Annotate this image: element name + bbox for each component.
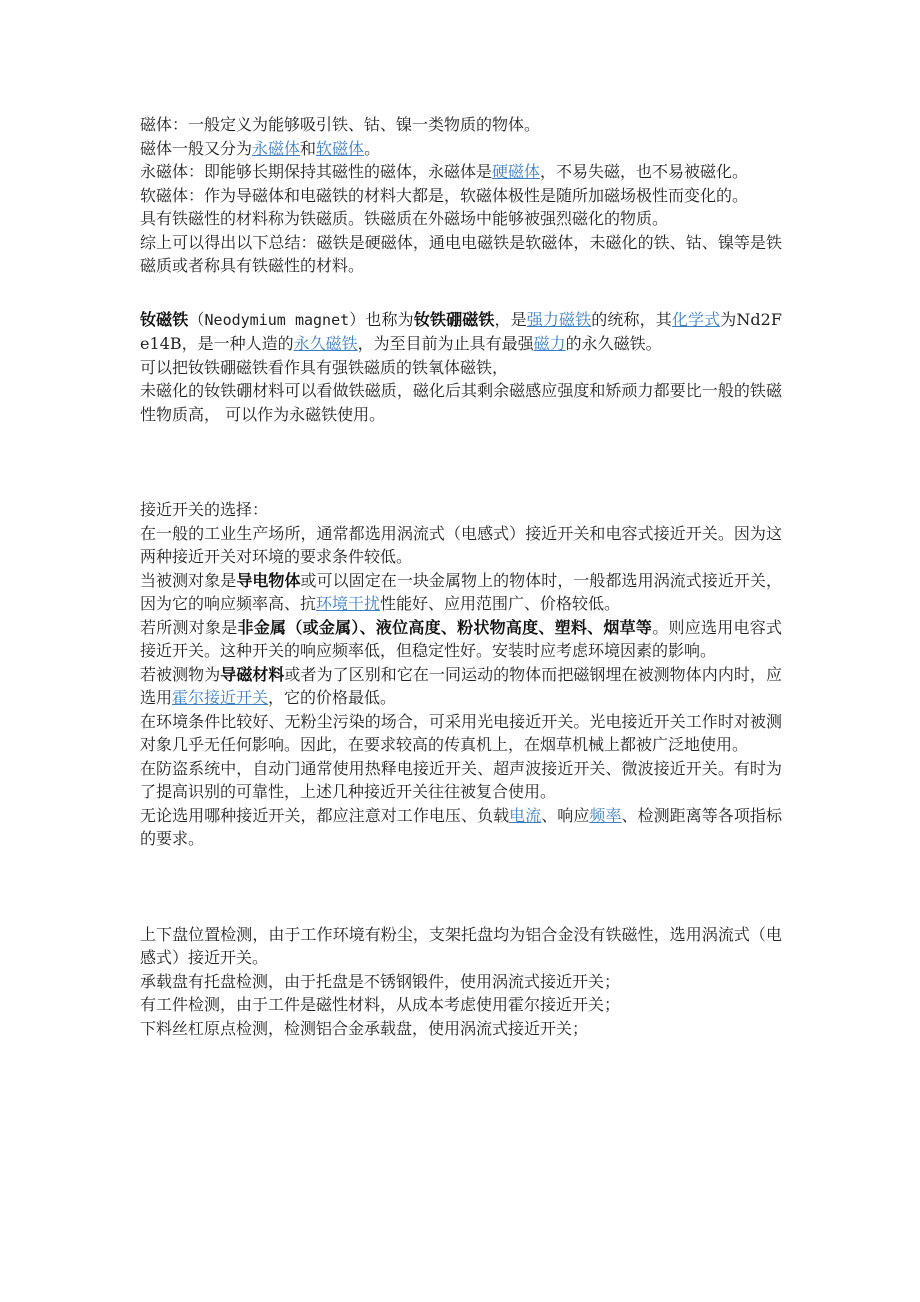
summary: 综上可以得出以下总结：磁铁是硬磁体，通电电磁铁是软磁体，未磁化的铁、钴、镍等是铁磁质或者称具有铁磁性的材料。 (140, 232, 782, 275)
link-soft-magnet[interactable]: 软磁体 (316, 138, 365, 158)
magnet-types (140, 137, 782, 161)
link-magnetic-force[interactable]: 磁力 (533, 334, 566, 353)
text-span: 当被测对象是 (140, 570, 237, 590)
text-span: 的永久磁铁。 (565, 334, 662, 353)
proximity-antitheft: 在防盗系统中，自动门通常使用热释电接近开关、超声波接近开关、微波接近开关。有时为了提高识别的可靠性，上述几种接近开关往往被复合使用。 (140, 758, 782, 801)
link-hard-magnet[interactable]: 硬磁体 (492, 162, 541, 181)
proximity-magnetic (140, 663, 782, 710)
application-origin-detect: 下料丝杠原点检测，检测铝合金承载盘，使用涡流式接近开关； (140, 1018, 589, 1038)
magnet-definition-section (140, 113, 782, 278)
text-span: 性能好、应用范围广、价格较低。 (380, 594, 621, 613)
proximity-nonmetal (140, 616, 782, 663)
document-body (140, 113, 782, 1040)
text-span: 、检测距离等各项指标的要求。 (140, 805, 782, 848)
text-span: 。 (364, 138, 381, 158)
text-span: 。则应选用电容式接近开关。这种开关的响应频率低，但稳定性好。安装时应考虑环境因素的影响。 (140, 617, 782, 660)
proximity-conductive (140, 569, 782, 616)
neodymium-ferrite: 可以把钕铁硼磁铁看作具有强铁磁质的铁氧体磁铁， (140, 357, 509, 377)
neodymium-desc (140, 308, 782, 356)
text-span: 为Nd2Fe14B，是一种人造的 (140, 309, 782, 353)
text-span: 若所测对象是 (140, 617, 238, 637)
text-span: 或可以固定在一块金属物上的物体时，一般都选用涡流式接近开关，因为它的响应频率高、抗 (140, 570, 782, 613)
link-current[interactable]: 电流 (509, 805, 542, 825)
soft-magnet-desc: 软磁体：作为导磁体和电磁铁的材料大都是，软磁体极性是随所加磁场极性而变化的。 (140, 185, 749, 205)
magnet-definition: 磁体：一般定义为能够吸引铁、钴、镍一类物质的物体。 (140, 115, 541, 134)
link-permanent-magnet-2[interactable]: 永久磁铁 (293, 334, 358, 353)
text-span: ，不易失磁，也不易被磁化。 (540, 162, 749, 181)
bold-term: 钕铁硼磁铁 (413, 309, 495, 329)
application-tray-detect: 承载盘有托盘检测，由于托盘是不锈钢锻件，使用涡流式接近开关； (140, 971, 621, 991)
link-frequency[interactable]: 频率 (589, 805, 622, 825)
text-span: 磁体一般又分为 (140, 138, 253, 158)
text-span: 永磁体：即能够长期保持其磁性的磁体，永磁体是 (140, 162, 493, 181)
link-environment-interference[interactable]: 环境干扰 (316, 594, 381, 613)
application-workpiece-detect: 有工件检测，由于工件是磁性材料，从成本考虑使用霍尔接近开关； (140, 995, 621, 1014)
application-section (140, 923, 782, 1041)
proximity-switch-section (140, 498, 782, 851)
bold-term: 导磁材料 (220, 664, 285, 684)
english-term: Neodymium magnet (204, 310, 350, 329)
bold-term: 钕磁铁 (140, 309, 189, 329)
application-tray-position: 上下盘位置检测，由于工作环境有粉尘，支架托盘均为铝合金没有铁磁性，选用涡流式（电感式）接近开关。 (140, 924, 782, 967)
proximity-heading: 接近开关的选择： (140, 500, 269, 519)
link-strong-magnet[interactable]: 强力磁铁 (526, 309, 592, 329)
bold-term: 导电物体 (236, 570, 301, 590)
neodymium-unmagnetized: 未磁化的钕铁硼材料可以看做铁磁质，磁化后其剩余磁感应强度和矫顽力都要比一般的铁磁性物质高， 可以作为永磁铁使用。 (140, 381, 782, 424)
link-hall-switch[interactable]: 霍尔接近开关 (172, 688, 269, 707)
proximity-photoelectric: 在环境条件比较好、无粉尘污染的场合，可采用光电接近开关。光电接近开关工作时对被测对象几乎无任何影响。因此，在要求较高的传真机上，在烟草机械上都被广泛地使用。 (140, 711, 782, 754)
text-span: ，是 (494, 309, 527, 329)
text-span: （ (188, 309, 205, 329)
text-span: ，它的价格最低。 (268, 688, 397, 707)
permanent-magnet-desc (140, 160, 782, 184)
text-span: 的统称，其 (591, 309, 672, 329)
text-span: 、响应 (541, 805, 590, 825)
link-permanent-magnet[interactable]: 永磁体 (252, 138, 301, 158)
proximity-requirements (140, 804, 782, 851)
text-span: 或者为了区别和它在一同运动的物体而把磁钢埋在被测物体内内时，应选用 (140, 664, 782, 707)
text-span: 和 (300, 138, 317, 158)
text-span: 无论选用哪种接近开关，都应注意对工作电压、负载 (140, 805, 510, 825)
bold-term: 非金属（或金属）、液位高度、粉状物高度、塑料、烟草等 (237, 617, 653, 637)
text-span: ）也称为 (349, 309, 414, 329)
text-span: 若被测物为 (140, 664, 221, 684)
neodymium-section (140, 308, 782, 427)
proximity-general: 在一般的工业生产场所，通常都选用涡流式（电感式）接近开关和电容式接近开关。因为这两种接近开关对环境的要求条件较低。 (140, 523, 782, 566)
text-span: ，为至目前为止具有最强 (357, 334, 534, 353)
ferromagnetic-desc: 具有铁磁性的材料称为铁磁质。铁磁质在外磁场中能够被强烈磁化的物质。 (140, 209, 669, 228)
link-chemical-formula[interactable]: 化学式 (671, 309, 721, 329)
